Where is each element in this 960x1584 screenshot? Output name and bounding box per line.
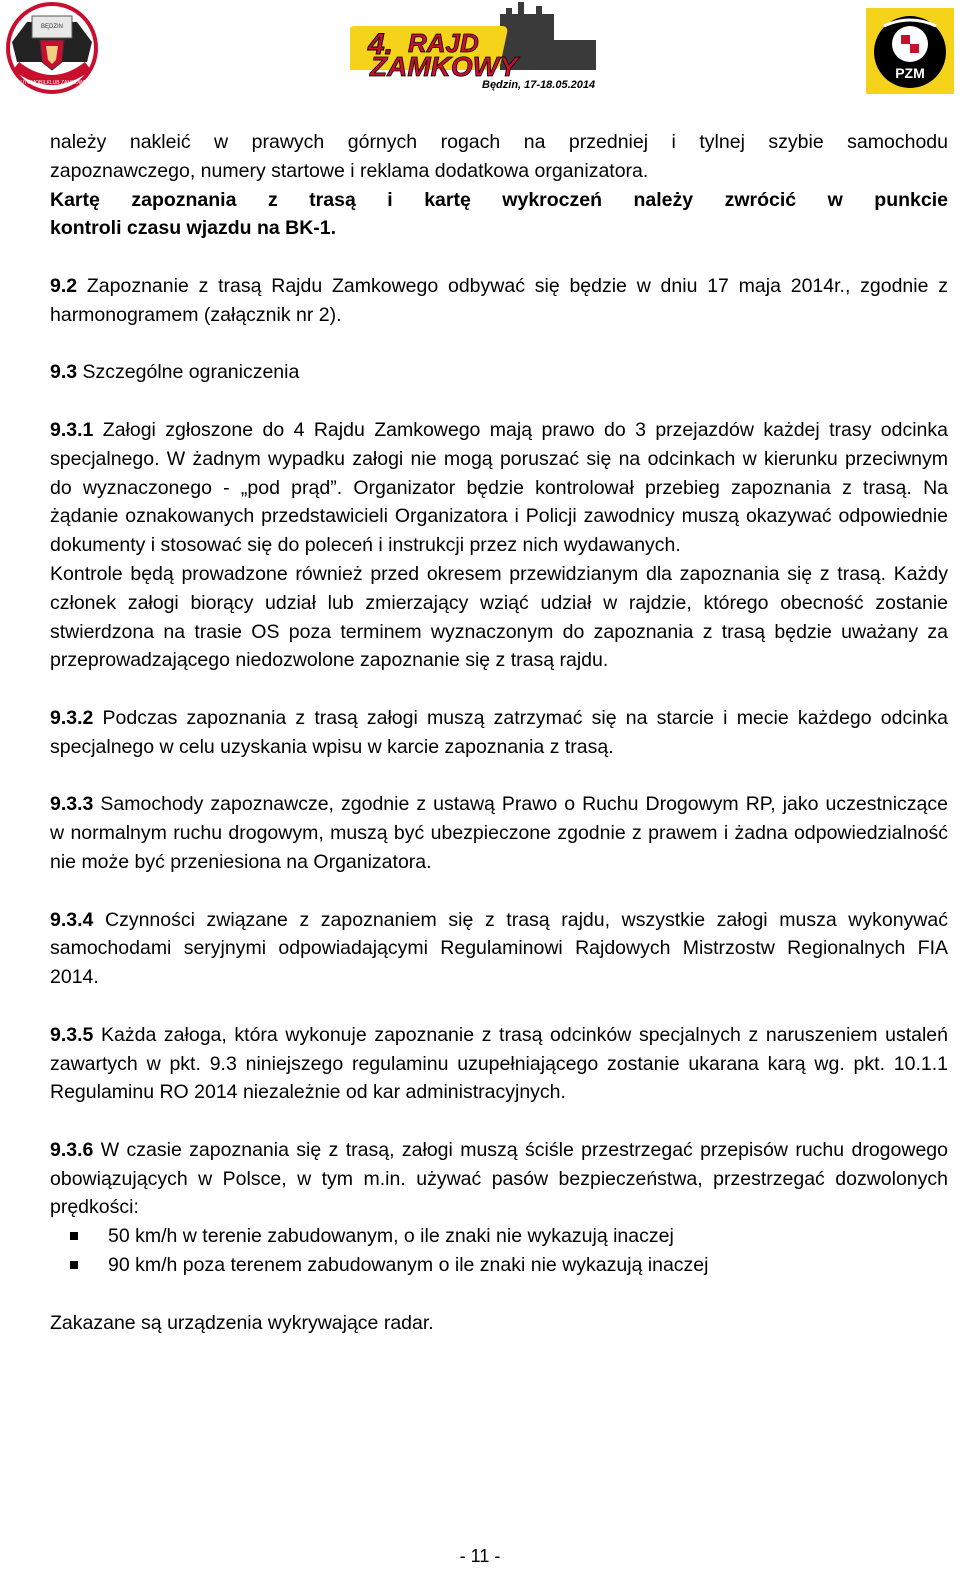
section-text: Czynności związane z zapoznaniem się z trasą rajdu, wszystkie załogi musza wykonywać samochodami seryjnymi odpowiadającymi Regulaminowi Rajdowych Mistrzostw Regionalnych FIA 2014. xyxy=(50,908,948,989)
automobilklub-crest-logo xyxy=(2,2,102,94)
section-text: W czasie zapoznania się z trasą, załogi muszą ściśle przestrzegać przepisów ruchu drogowego obowiązujących w Polsce, w tym m.in. używać pasów bezpieczeństwa, przestrzegać dozwolonych prędkości: xyxy=(50,1138,948,1219)
regulation-text xyxy=(50,128,948,1337)
page-number: - 11 - xyxy=(459,1546,501,1566)
bullet-square-icon xyxy=(70,1232,78,1240)
intro-line: należy nakleić w prawych górnych rogach na przedniej i tylnej szybie samochodu xyxy=(50,131,948,153)
section-text: Podczas zapoznania z trasą załogi muszą zatrzymać się na starcie i mecie każdego odcinka specjalnego w celu uzyskania wpisu w karcie zapoznania z trasą. xyxy=(50,706,948,758)
section-number: 9.3.5 xyxy=(50,1023,94,1046)
bullet-text: 50 km/h w terenie zabudowanym, o ile znaki nie wykazują inaczej xyxy=(108,1225,674,1248)
section-number: 9.3.3 xyxy=(50,793,94,816)
section-9-3-1-cont: Kontrole będą prowadzone również przed okresem przewidzianym dla zapoznania się z trasą. Każdy członek załogi biorący udział lub zmierzający wziąć udział w rajdzie, którego obecność zostanie stwierdzona na trasie OS poza terminem wyznaczonym do zapoznania z trasą będzie uważany za przeprowadzającego niedozwolone zapoznanie się z trasą rajdu. xyxy=(50,562,948,672)
section-text: Samochody zapoznawcze, zgodnie z ustawą Prawo o Ruchu Drogowym RP, jako uczestniczące w normalnym ruchu drogowym, muszą być ubezpieczone zgodnie z prawem i żadna odpowiedzialność nie może być przeniesiona na Organizatora. xyxy=(50,793,948,873)
section-text: Załogi zgłoszone do 4 Rajdu Zamkowego mają prawo do 3 przejazdów każdej trasy odcinka specjalnego. W żadnym wypadku załogi nie mogą poruszać się na odcinkach w kierunku przeciwnym do wyznaczonego - „pod prąd”. Organizator będzie kontrolował przebieg zapoznania z trasą. Na żądanie oznakowanych przedstawicieli Organizatora i Policji zawodnicy muszą okazywać odpowiednie dokumenty i stosować się do poleceń i instrukcji przez nich wydawanych. xyxy=(50,418,948,557)
section-9-3-5 xyxy=(50,1021,948,1107)
section-9-3-1 xyxy=(50,416,948,560)
intro-bold-line: kontroli czasu wjazdu na BK-1. xyxy=(50,217,337,240)
bullet-item xyxy=(50,1251,948,1280)
bullet-text: 90 km/h poza terenem zabudowanym o ile znaki nie wykazują inaczej xyxy=(108,1254,709,1277)
section-9-3-2 xyxy=(50,704,948,762)
section-text: Zapoznanie z trasą Rajdu Zamkowego odbywać się będzie w dniu 17 maja 2014r., zgodnie z harmonogramem (załącznik nr 2). xyxy=(50,274,948,326)
section-number: 9.3.1 xyxy=(50,418,94,441)
section-number: 9.3.6 xyxy=(50,1138,94,1161)
pzm-logo xyxy=(866,8,954,94)
intro-line: zapoznawczego, numery startowe i reklama dodatkowa organizatora. xyxy=(50,159,649,182)
section-9-2 xyxy=(50,272,948,330)
section-text: Szczególne ograniczenia xyxy=(77,361,300,384)
crest-top-text: BĘDZIN xyxy=(40,24,64,30)
intro-bold-line: Kartę zapoznania z trasą i kartę wykroczeń należy zwrócić w punkcie xyxy=(50,188,948,211)
section-9-3-3 xyxy=(50,790,948,876)
section-text: Każda załoga, która wykonuje zapoznanie z trasą odcinków specjalnych z naruszeniem ustaleń zawartych w pkt. 9.3 niniejszego regulaminu uzupełniającego zostanie ukarana karą wg. pkt. 10.1.1 Regulaminu RO 2014 niezależnie od kar administracyjnych. xyxy=(50,1023,948,1104)
logo-subtitle: Będzin, 17-18.05.2014 xyxy=(482,79,596,91)
section-number: 9.2 xyxy=(50,274,78,297)
section-9-3-4 xyxy=(50,906,948,992)
logo-zamkowy: ZAMKOWY xyxy=(370,51,518,82)
section-number: 9.3.2 xyxy=(50,706,94,729)
closing-line: Zakazane są urządzenia wykrywające radar. xyxy=(50,1311,434,1334)
logo-rajd: RAJD xyxy=(408,28,479,58)
section-9-3-6 xyxy=(50,1136,948,1222)
section-9-3 xyxy=(50,358,948,387)
page-header xyxy=(0,0,960,100)
bullet-square-icon xyxy=(70,1261,78,1269)
rajd-zamkowy-logo xyxy=(350,0,602,92)
pzm-text: PZM xyxy=(895,65,925,81)
section-number: 9.3.4 xyxy=(50,908,94,931)
section-number: 9.3 xyxy=(50,361,78,384)
bullet-item xyxy=(50,1222,948,1251)
crest-bottom-text: AUTOMOBILKLUB ZAMKOWY xyxy=(17,80,87,86)
logo-number: 4. xyxy=(368,28,394,61)
